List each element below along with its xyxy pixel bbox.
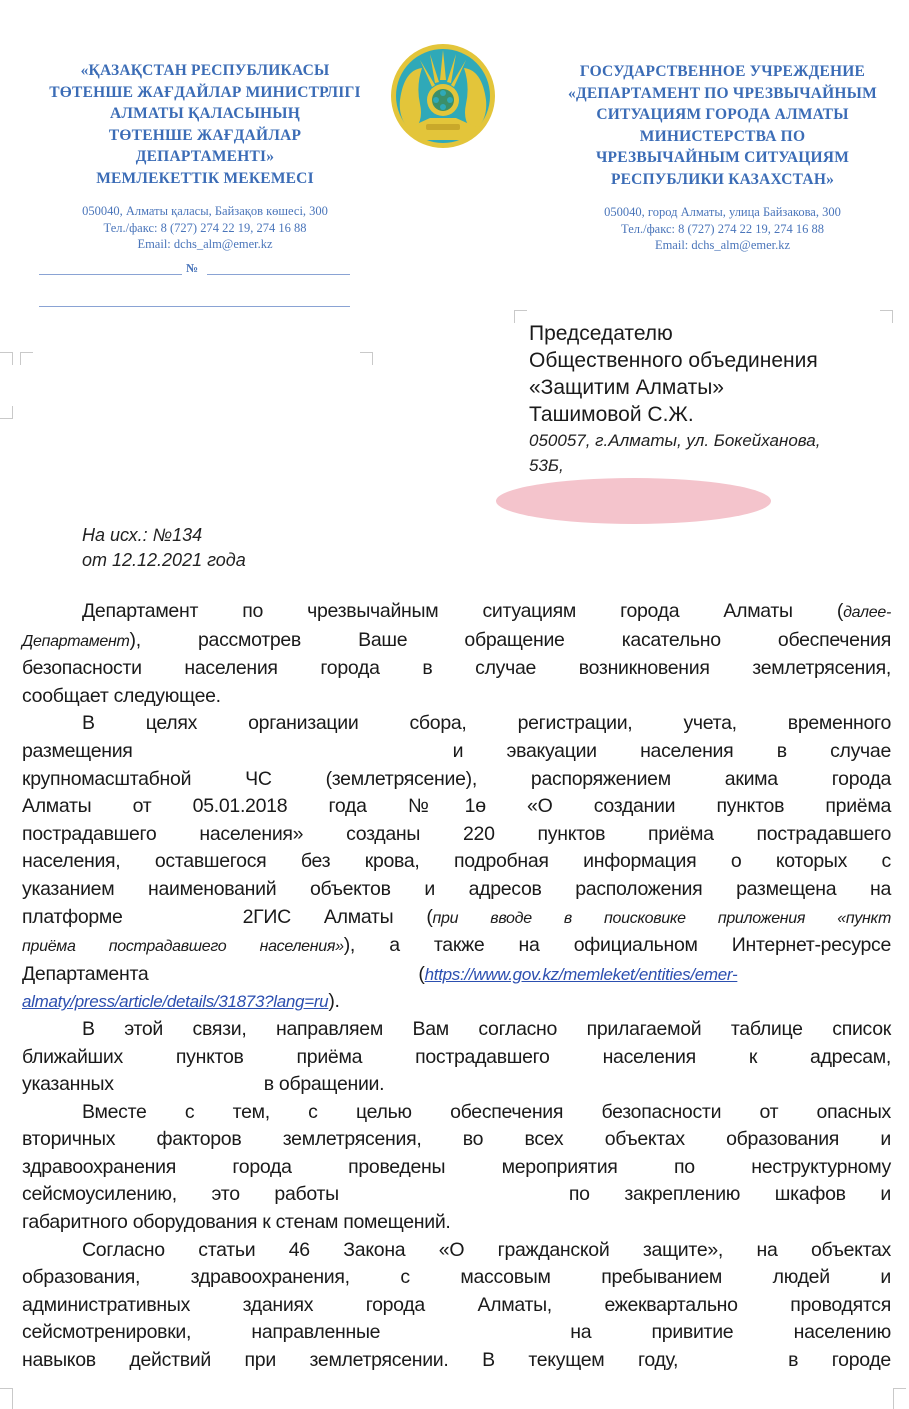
org-name-kazakh: «ҚАЗАҚСТАН РЕСПУБЛИКАСЫ ТӨТЕНШЕ ЖАҒДАЙЛАР МИНИСТРЛІГІ АЛМАТЫ ҚАЛАСЫНЫҢ ТӨТЕНШЕ ЖАҒДАЙЛАР ДЕПАРТАМЕНТІ» МЕМЛЕКЕТТІК МЕКЕМЕСІ bbox=[49, 62, 361, 187]
registration-date-line bbox=[39, 274, 182, 275]
redaction-mark bbox=[496, 478, 771, 524]
paragraph: В этой связи, направляем Вам согласно прилагаемой таблице список ближайших пунктов приёма пострадавшего населения к адресам, указанных в обращении. bbox=[22, 1017, 891, 1096]
margin-corner-mark bbox=[893, 1388, 906, 1409]
department-website-link[interactable]: https://www.gov.kz/memleket/entities/emer- bbox=[424, 964, 738, 984]
registration-number-sign: № bbox=[186, 261, 199, 275]
paragraph: В целях организации сбора, регистрации, учета, временного размещения и эвакуации населения в случае крупномасштабной ЧС (землетрясение), распоряжением акима города Алматы от 05.01.2018 года №1ө «О создании пунктов приёма пострадавшего населения» созданы 220 пунктов приёма пострадавшего населения, оставшегося без крова, подробная информация о которых с указанием наименований объектов и адресов расположения размещена на платформе 2ГИС Алматы (при вводе в поисковике приложения «пункт приёма пострадавшего населения»), а также на официальном Интернет-ресурсе Департамента (https://www.gov.kz/memleket/entities/emer- almaty/press/article/details/31873?lang=ru). bbox=[22, 712, 891, 1013]
margin-corner-mark bbox=[0, 352, 13, 365]
margin-corner-mark bbox=[0, 1388, 13, 1409]
letter-body bbox=[22, 598, 891, 1375]
department-website-link[interactable]: almaty/press/article/details/31873?lang=ru bbox=[22, 992, 329, 1012]
contact-info-russian: 050040, город Алматы, улица Байзакова, 300 Тел./факс: 8 (727) 274 22 19, 274 16 88 Email: dchs_alm@emer.kz bbox=[604, 205, 841, 252]
paragraph: Департамент по чрезвычайным ситуациям города Алматы (далее- Департамент), рассмотрев Ваше обращение касательно обеспечения безопасности населения города в случае возникновения землетрясения, сообщает следующее. bbox=[22, 600, 891, 707]
registration-extra-line bbox=[39, 306, 350, 307]
paragraph: Согласно статьи 46 Закона «О гражданской защите», на объектах образования, здравоохранения, с массовым пребыванием людей и административных зданиях города Алматы, ежеквартально проводятся сейсмотренировки, направленные на привитие населению навыков действий при землетрясении. В текущем году, в городе bbox=[22, 1238, 891, 1372]
outgoing-reference: На исх.: №134 от 12.12.2021 года bbox=[82, 525, 246, 570]
margin-corner-mark bbox=[20, 352, 33, 365]
contact-info-kazakh: 050040, Алматы қаласы, Байзақов көшесі, 300 Тел./факс: 8 (727) 274 22 19, 274 16 88 Email: dchs_alm@emer.kz bbox=[82, 204, 328, 251]
header-left-kazakh bbox=[30, 60, 380, 253]
registration-number-line bbox=[207, 274, 350, 275]
org-name-russian: ГОСУДАРСТВЕННОЕ УЧРЕЖДЕНИЕ «ДЕПАРТАМЕНТ ПО ЧРЕЗВЫЧАЙНЫМ СИТУАЦИЯМ ГОРОДА АЛМАТЫ МИНИСТЕРСТВА ПО ЧРЕЗВЫЧАЙНЫМ СИТУАЦИЯМ РЕСПУБЛИКИ КАЗАХСТАН» bbox=[568, 63, 877, 188]
addressee-block: Председателю Общественного объединения «Защитим Алматы» Ташимовой С.Ж. 050057, г.Алматы, ул. Бокейханова, 53Б, bbox=[529, 320, 899, 478]
margin-corner-mark bbox=[514, 310, 527, 323]
addressee-address: 53Б, bbox=[529, 456, 564, 475]
margin-corner-mark bbox=[360, 352, 373, 365]
paragraph: Вместе с тем, с целью обеспечения безопасности от опасных вторичных факторов землетрясения, во всех объектах образования и здравоохранения города проведены мероприятия по неструктурному сейсмоусилению, это работы по закреплению шкафов и габаритного оборудования к стенам помещений. bbox=[22, 1100, 891, 1234]
kazakhstan-state-emblem-icon bbox=[390, 40, 496, 152]
margin-corner-mark bbox=[0, 406, 13, 419]
header-right-russian bbox=[540, 61, 905, 254]
addressee-address: 050057, г.Алматы, ул. Бокейханова, bbox=[529, 431, 821, 450]
